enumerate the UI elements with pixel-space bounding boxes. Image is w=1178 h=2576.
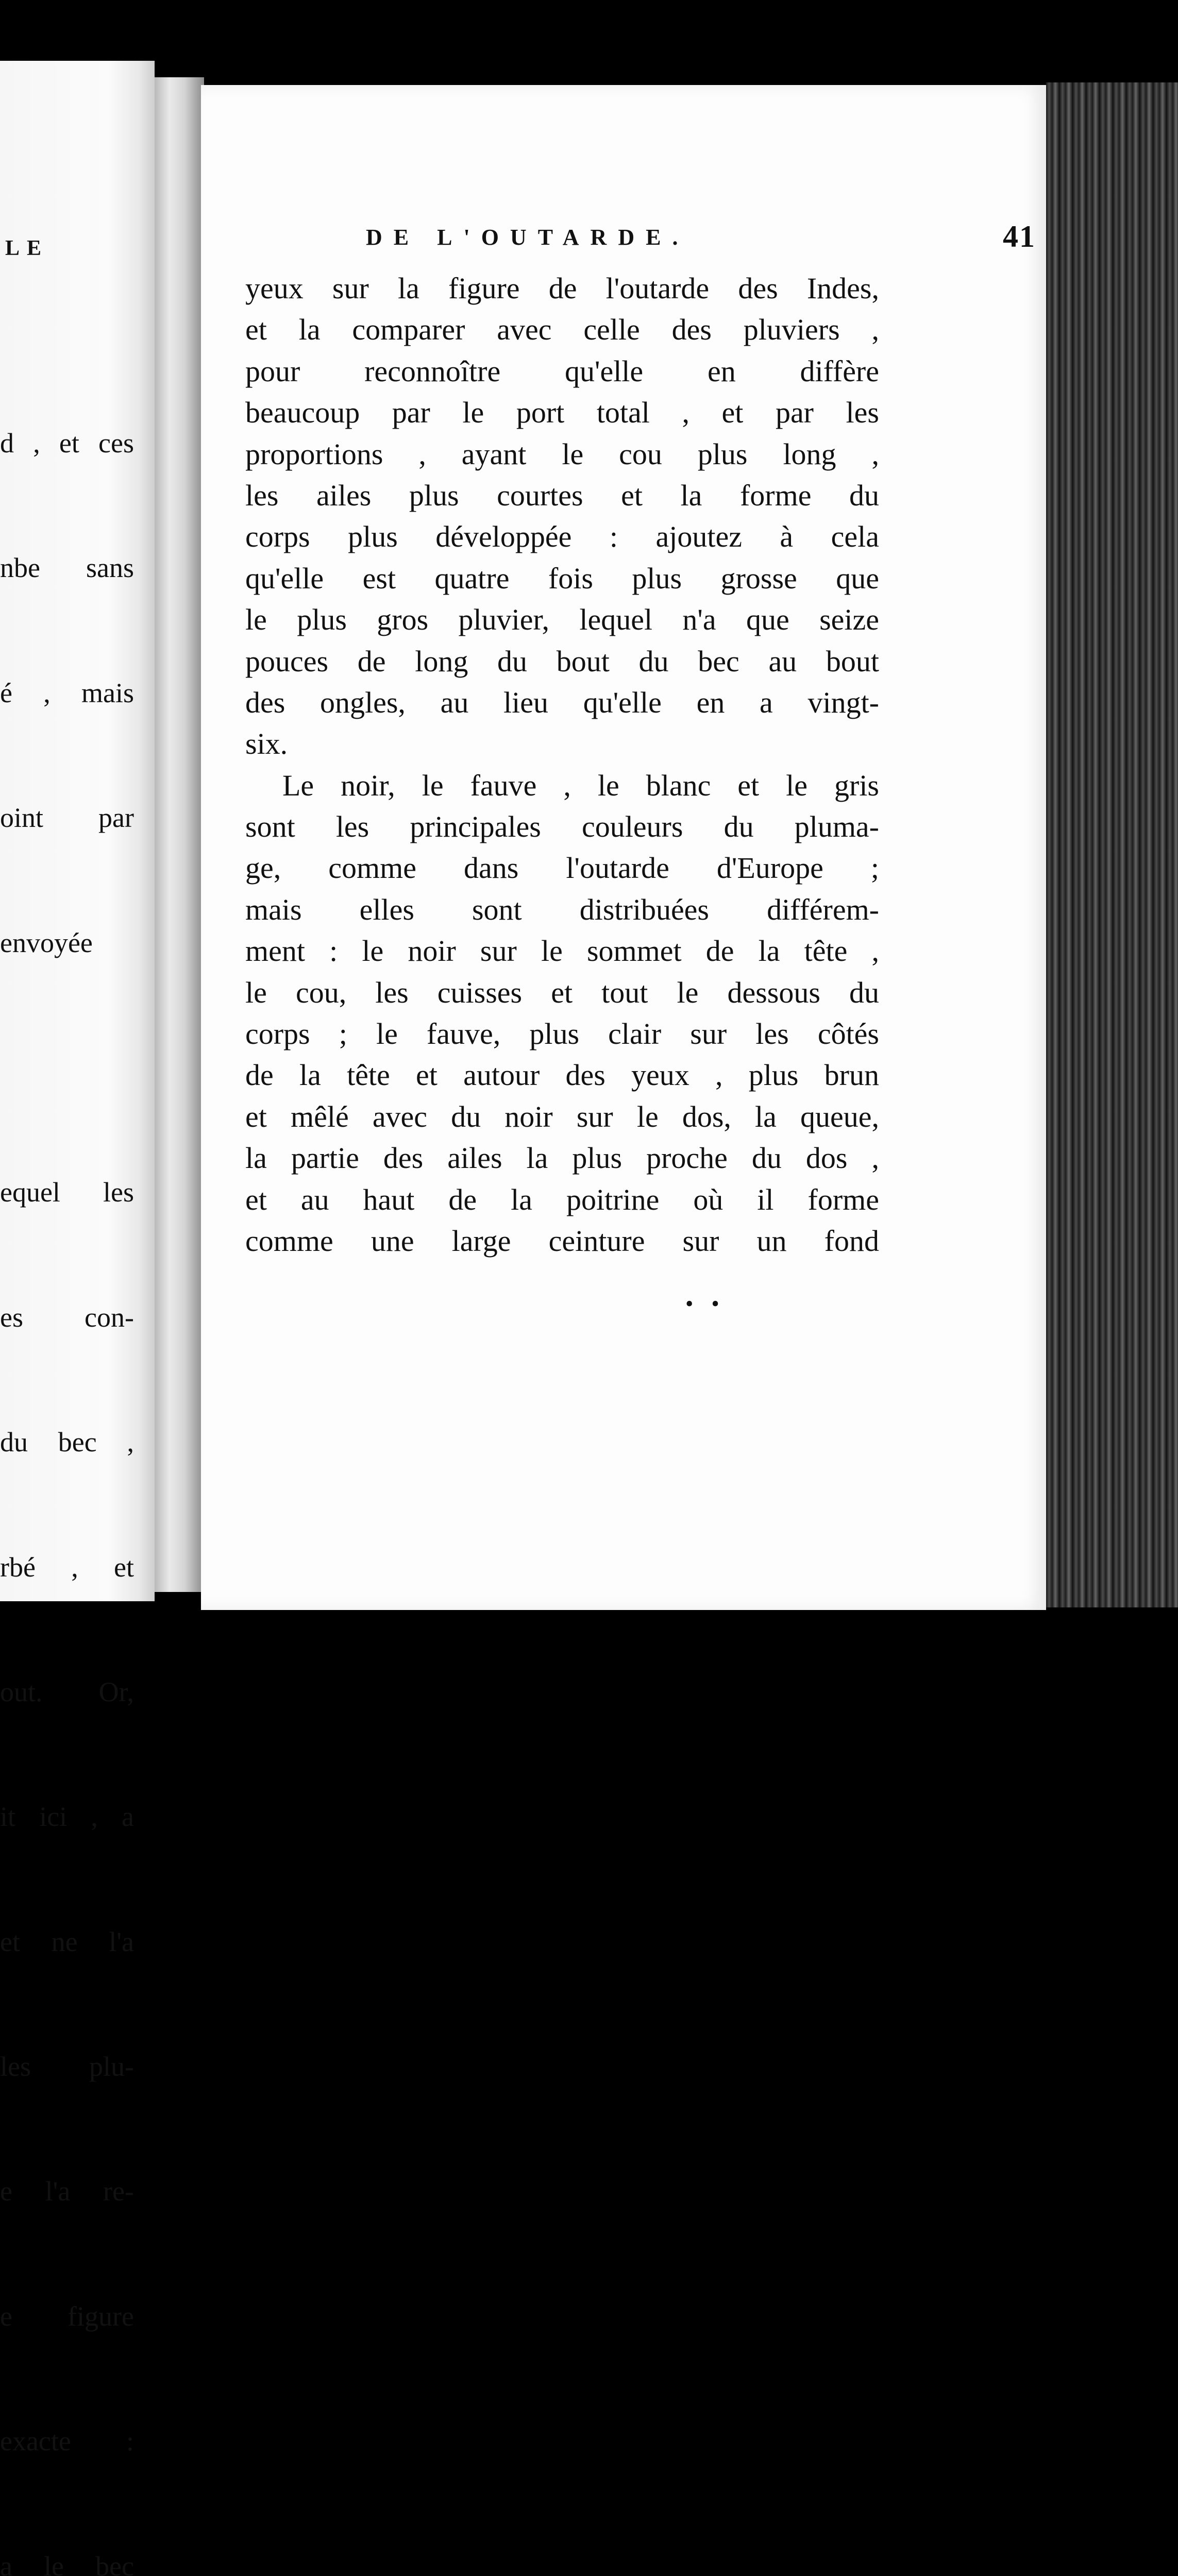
text-line: ment : le noir sur le sommet de la tête , (245, 934, 879, 968)
left-line (0, 1047, 134, 1088)
running-head (366, 219, 1036, 253)
text-line: comme une large ceinture sur un fond (245, 1224, 879, 1258)
text-line: proportions , ayant le cou plus long , (245, 437, 879, 471)
text-line: pouces de long du bout du bec au bout (245, 644, 879, 678)
text-line: et mêlé avec du noir sur le dos, la queue, (245, 1099, 879, 1133)
text-line: la partie des ailes la plus proche du dos , (245, 1141, 879, 1175)
text-line: mais elles sont distribuées différem- (245, 892, 879, 926)
text-line: pour reconnoître qu'elle en diffère (245, 354, 879, 388)
left-line: et ne l'a (0, 1926, 134, 1957)
left-line: d , et ces (0, 428, 134, 459)
left-line: exacte : (0, 2426, 134, 2457)
text-line: ge, comme dans l'outarde d'Europe ; (245, 851, 879, 885)
signature-mark: • • (685, 1291, 726, 1316)
left-page-running-head: LE (5, 236, 49, 260)
text-line: et au haut de la poitrine où il forme (245, 1182, 879, 1216)
left-line: du bec , (0, 1427, 134, 1458)
left-line: rbé , et (0, 1551, 134, 1583)
text-line: le plus gros pluvier, lequel n'a que seize (245, 603, 879, 637)
text-line: et la comparer avec celle des pluviers , (245, 313, 879, 347)
left-line: oint par (0, 802, 134, 834)
book-gutter (155, 77, 204, 1592)
running-head-title: DE L'OUTARDE. (366, 225, 689, 250)
left-facing-page (0, 61, 155, 2576)
text-line: de la tête et autour des yeux , plus brun (245, 1058, 879, 1092)
text-line: corps plus développée : ajoutez à cela (245, 520, 879, 554)
text-line: corps ; le fauve, plus clair sur les côtés (245, 1017, 879, 1051)
right-page (201, 85, 1046, 1610)
left-line: nbe sans (0, 552, 134, 584)
text-line: des ongles, au lieu qu'elle en a vingt- (245, 685, 879, 719)
text-line: les ailes plus courtes et la forme du (245, 478, 879, 512)
left-line: envoyée (0, 927, 93, 958)
body-text (245, 268, 879, 1262)
left-line: e figure (0, 2300, 134, 2332)
text-line: sont les principales couleurs du pluma- (245, 810, 879, 844)
text-line: qu'elle est quatre fois plus grosse que (245, 561, 879, 595)
left-line: a le bec (0, 2550, 134, 2576)
left-line: e l'a re- (0, 2176, 134, 2207)
left-line: out. Or, (0, 1676, 134, 1707)
text-line: beaucoup par le port total , et par les (245, 396, 879, 430)
left-line: equel les (0, 1177, 134, 1208)
left-page-text (0, 339, 134, 2576)
page-number: 41 (1003, 219, 1036, 253)
left-line: it ici , a (0, 1801, 134, 1833)
paragraph-first-line: Le noir, le fauve , le blanc et le gris (282, 768, 879, 802)
left-line: é , mais (0, 677, 134, 708)
page-edge-shadow (1046, 82, 1178, 1607)
left-line: es con- (0, 1301, 134, 1333)
text-line: le cou, les cuisses et tout le dessous du (245, 975, 879, 1009)
text-line: yeux sur la figure de l'outarde des Indes, (245, 272, 879, 305)
text-line: six. (245, 727, 288, 761)
left-line: les plu- (0, 2051, 134, 2082)
